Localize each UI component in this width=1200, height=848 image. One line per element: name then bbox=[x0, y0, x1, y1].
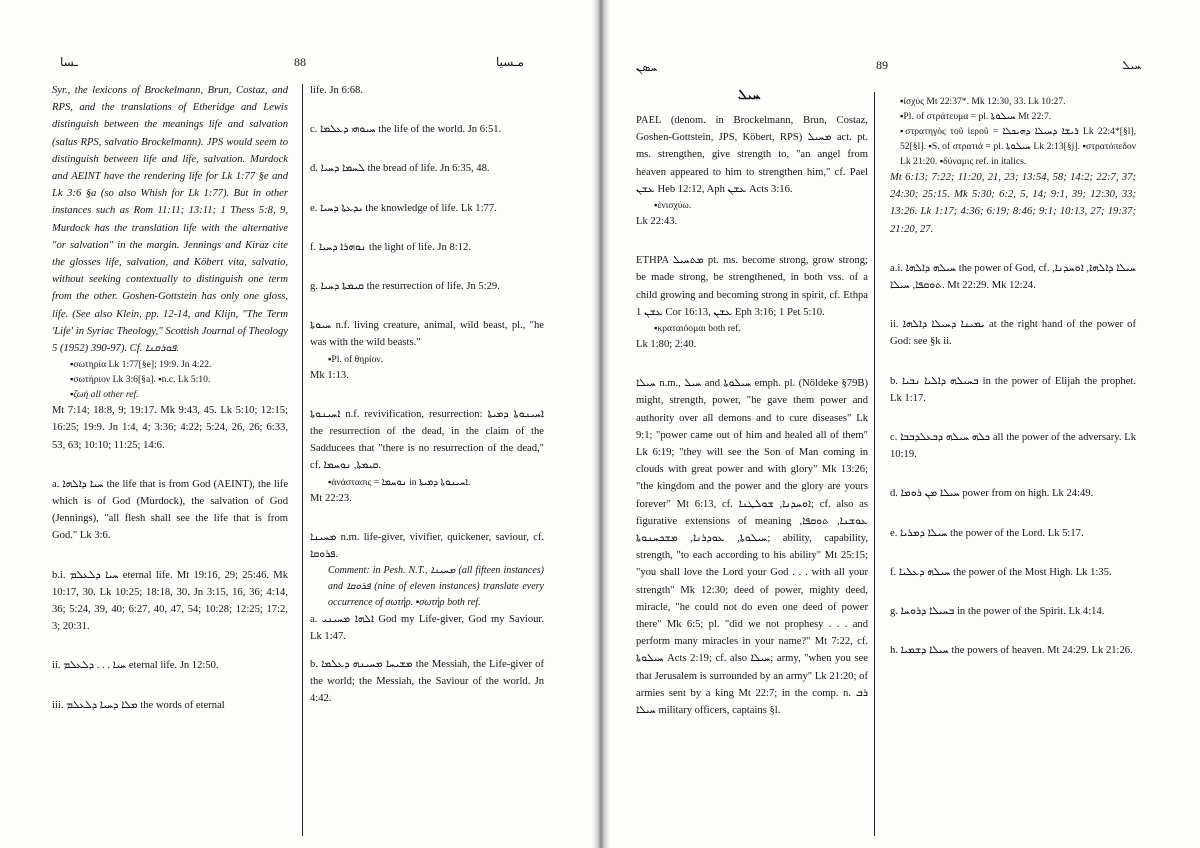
column-rule bbox=[874, 92, 875, 836]
paragraph: Syr., the lexicons of Brockelmann, Brun, Costaz, and RPS, and the translations of Etheridge and Lewis distinguish between the meanings life and salvation (salus RPS, salvatio Brockelmann). JPS would seem to distinguish between life and life, salvation. Murdock and AEINT have the rendering life for Lk 1:77 §e and Lk 3:6 §a (so also Whish for Lk 1:77). But in other instances such as Rom 11:11; 13:11; 1 Thess 5:8, 9, Murdock has the translation life with the alternative "or salvation" in the margin. Jennings and Kiraz cite the glosses life, salvation, and Köbert vita, salvatio, without seeking contextually to distinguish one term from the other. Goshen-Gottstein has only one gloss, life. (See also Klein, pp. 12-14, and Klijn, "The Term 'Life' in Syriac Theology," Scottish Journal of Theology 5 (1952) 390-97). Cf. ܦܘܪܩܢܐ. bbox=[52, 85, 288, 355]
left-page-column-1 bbox=[52, 82, 288, 714]
right-page-running-head-left: ܚܣܢ bbox=[636, 60, 658, 74]
entry-item: ii. ܚܝܐ . . . ܕܠܥܠܡ eternal life. Jn 12:50. bbox=[52, 660, 219, 672]
lexical-entry: PAEL (denom. in Brockelmann, Brun, Costaz, Goshen-Gottstein, JPS, Köbert, RPS) ܡܚܝܠ act. pt. ms. strengthen, give strength to, "an angel from heaven appeared to him to strengthen him," cf. Pael ܥܫܢ Heb 12:12, Aph ܥܫܢ Acts 3:16. bbox=[636, 115, 868, 195]
entry-item: b. ܒܚܝܠܗ ܕܐܠܝܐ ܢܒܝܐ in the power of Elijah the prophet. Lk 1:17. bbox=[890, 375, 1137, 404]
entry-item: ii. ܝܡܝܢܐ ܕܚܝܠܐ ܕܐܠܗܐ at the right hand of the power of God: see §k ii. bbox=[890, 319, 1137, 348]
entry-item: d. ܚܝܠܐ ܡܢ ܪܘܡܐ power from on high. Lk 24:49. bbox=[890, 488, 1094, 500]
left-page-running-head-left: ـسا bbox=[60, 55, 78, 69]
left-page-column-2 bbox=[310, 82, 544, 707]
entry-item: iii. ܡܠܐ ܕܚܝܐ ܕܠܥܠܡ the words of eternal bbox=[52, 699, 225, 711]
verse-list: Mt 7:14; 18:8, 9; 19:17. Mk 9:43, 45. Lk 5:10; 12:15; 16:25; 19:9. Jn 1:4, 4; 3:36; 4:22; 5:24, 26, 26; 6:33, 53, 63; 10:10; 11:25; 14:6. bbox=[52, 405, 288, 451]
verse-list: Lk 1:80; 2:40. bbox=[636, 339, 697, 351]
entry-item: life. Jn 6:68. bbox=[310, 85, 363, 96]
lexical-entry: ܚܝܠܐ n.m., ܚܝܠ and ܚܝܠܘܬܐ emph. pl. (Nöldeke §79B) might, strength, power, "he gave them power and authority over all demons and to cure diseases" Lk 9:1; "power came out of him and healed all of them" Lk 6:19; "they will see the Son of Man coming in clouds with great power and with glory" Mk 13:26; "the kingdom and the power and the glory are yours forever" Mt 6:13, cf. ܐܘܚܕܢܐ, ܫܘܠܛܢܐ; cf. also as figurative extensions of meaning ܥܘܫܢܐ, ܬܘܩܦܐ, ܚܝܠܘܬܐ, ܥܘܕܪܢܐ, ܡܫܟܚܢܘܬܐ; ability, capability, strength, "to each according to his ability" Mt 25:15; "you shall love the Lord your God . . . with all your strength" Mk 12:30; deed of power, mighty deed, miracle, "he could not do even one deed of power there" Mk 6:5; pl. "did we not prophesy . . . and perform many miracles in your name?" Mt 7:22, cf. ܚܝܠܘܬܐ Acts 2:19; cf. also ܚܝܠܐ; army, "when you see that Jerusalem is surrounded by an army" Lk 21:20; of armies sent by a king Mt 22:7; in the comp. n. ܪܒ ܚܝܠܐ military officers, captains §l. bbox=[636, 378, 868, 717]
greek-reference: ▪Pl. of στράτευμα = pl. ܚܝܠܘܬܐ Mt 22:7. bbox=[900, 111, 1052, 122]
entry-item: f. ܚܝܠܗ ܕܥܠܝܐ the power of the Most High. Lk 1:35. bbox=[890, 566, 1112, 578]
entry-item: f. ܢܘܗܪܐ ܕܚܝܐ the light of life. Jn 8:12. bbox=[310, 241, 471, 253]
greek-reference: ▪στρατηγὸς τοῦ ἱεροῦ = ܪܝܫܐ ܕܚܝܠܐ ܕܗܝܟܠܐ Lk 22:4*[§l], 52[§l]. ▪S. of στρατιά = pl. ܚܝܠܘܬܐ Lk 2:13[§j]. ▪στρατόπεδον Lk 21:20. ▪δύναμις ref. in italics. bbox=[900, 126, 1136, 167]
entry-item: e. ܝܕܥܬܐ ܕܚܝܐ the knowledge of life. Lk 1:77. bbox=[310, 202, 497, 214]
verse-list: Mt 22:23. bbox=[310, 492, 352, 504]
greek-reference: ▪ἰσχύς Mt 22:37*. Mk 12:30, 33. Lk 10:27. bbox=[900, 96, 1066, 107]
greek-reference: ▪Pl. of θηρίον. bbox=[328, 353, 384, 365]
entry-item: c. ܚܝܘܗܝ ܕܥܠܡܐ the life of the world. Jn 6:51. bbox=[310, 124, 502, 136]
entry-item: a.i. ܚܝܠܗ ܕܐܠܗܐ the power of God, cf. ܚܝܠܐ ܕܐܠܗܐ, ܐܘܚܕܢܐ, ܬܘܩܦܐ, ܚܝܠܐ. Mt 22:29. Mk 12:24. bbox=[890, 262, 1137, 292]
right-page-column-2 bbox=[890, 94, 1136, 659]
verse-list: Mt 6:13; 7:22; 11:20, 21, 23; 13:54, 58; 14:2; 22:7, 37; 24:30; 25:15. Mk 5:30; 6:2, 5, 14; 9:1, 39; 12:30, 33; 13:26. Lk 1:17; 4:36; 6:19; 8:46; 9:1; 10:13, 27; 19:37; 21:20, 27. bbox=[890, 172, 1136, 235]
entry-item: e. ܚܝܠܐ ܕܡܪܝܐ the power of the Lord. Lk 5:17. bbox=[890, 527, 1084, 539]
lexical-entry: ܐܚܝܢܘܬܐ n.f. revivification, resurrection: ܐܚܝܢܘܬܐ ܕܡܝܬܐ the resurrection of the dead, in the claim of the Sadducees that "there is no resurrection of the dead," cf. ܩܝܡܬܐ, ܢܘܚܡܐ. bbox=[310, 408, 544, 472]
right-page-number: 89 bbox=[876, 58, 888, 72]
entry-item: b.i. ܚܝܐ ܕܠܥܠܡ eternal life. Mt 19:16, 29; 25:46. Mk 10:17, 30. Lk 10:25; 18:18, 30. Jn 3:15, 16, 36; 4:14, 36; 5:24, 39, 40; 6:27, 40, 47, 54; 10:28; 12:25; 17:2, 3; 20:31. bbox=[52, 569, 289, 633]
lexical-entry: ܚܝܘܬܐ n.f. living creature, animal, wild beast, pl., "he was with the wild beasts." bbox=[310, 320, 544, 349]
entry-item: g. ܩܝܡܬܐ ܕܚܝܐ the resurrection of life. Jn 5:29. bbox=[310, 281, 500, 293]
right-page-running-head-right: ܚܝܠ bbox=[1122, 58, 1142, 72]
right-page bbox=[602, 0, 1200, 848]
entry-item: a. ܐܠܗܐ ܡܚܝܢܝ God my Life-giver, God my Saviour. Lk 1:47. bbox=[310, 614, 544, 643]
entry-item: a. ܚܝܐ ܕܐܠܗܐ the life that is from God (AEINT), the life which is of God (Murdock), the salvation of God (Jennings), "all flesh shall see the life that is from God." Lk 3:6. bbox=[52, 478, 289, 542]
entry-item: d. ܠܚܡܐ ܕܚܝܐ the bread of life. Jn 6:35, 48. bbox=[310, 163, 490, 175]
greek-reference: ▪σωτήριον Lk 3:6[§a]. ▪n.c. Lk 5:10. bbox=[70, 374, 211, 386]
lexical-entry: ETHPA ܡܬܚܝܠ pt. ms. become strong, grow strong; be made strong, be strengthened, in both vss. of a child growing and becoming strong in spirit, cf. Ethpa ܥܫܢ 1 Cor 16:13, ܥܫܢ Eph 3:16; 1 Pet 5:10. bbox=[636, 255, 868, 318]
greek-reference: ▪σωτηρία Lk 1:77[§e]; 19:9. Jn 4:22. bbox=[70, 359, 212, 371]
verse-list: Mk 1:13. bbox=[310, 369, 349, 381]
greek-reference: ▪ἐνισχύω. bbox=[654, 200, 692, 212]
greek-reference: ▪κραταιόομαι both ref. bbox=[654, 323, 741, 335]
greek-reference: ▪ἀνάστασις = ܢܘܚܡܐ in ܐܚܝܢܘܬܐ ܕܡܝܬܐ. bbox=[328, 476, 471, 488]
entry-item: b. ܡܫܝܚܐ ܡܚܝܢܗ ܕܥܠܡܐ the Messiah, the Life-giver of the world; the Messiah, the Saviour of the world. Jn 4:42. bbox=[310, 658, 544, 705]
entry-item: g. ܒܚܝܠܐ ܕܪܘܚܐ in the power of the Spirit. Lk 4:14. bbox=[890, 606, 1105, 618]
left-page-running-head-right: مـسيا bbox=[496, 55, 524, 69]
headword: ܚܝܠ bbox=[738, 88, 761, 103]
left-page-number: 88 bbox=[294, 55, 306, 69]
column-rule bbox=[302, 84, 303, 836]
right-page-column-1 bbox=[636, 112, 868, 719]
comment: Comment: in Pesh. N.T., ܡܚܝܢܐ (all fifteen instances) and ܦܪܘܩܐ (nine of eleven instances) translate every occurrence of σωτήρ. ▪σωτήρ both ref. bbox=[328, 565, 544, 609]
greek-reference: ▪ζωή all other ref. bbox=[70, 389, 139, 401]
lexical-entry: ܡܚܝܢܐ n.m. life-giver, vivifier, quickener, saviour, cf. ܦܪܘܩܐ. bbox=[310, 531, 544, 561]
verse-list: Lk 22:43. bbox=[636, 216, 678, 228]
entry-item: h. ܚܝܠܐ ܕܫܡܝܐ the powers of heaven. Mt 24:29. Lk 21:26. bbox=[890, 645, 1133, 657]
left-page bbox=[0, 0, 598, 848]
entry-item: c. ܟܠܗ ܚܝܠܗ ܕܒܥܠܕܒܒܐ all the power of the adversary. Lk 10:19. bbox=[890, 432, 1137, 461]
